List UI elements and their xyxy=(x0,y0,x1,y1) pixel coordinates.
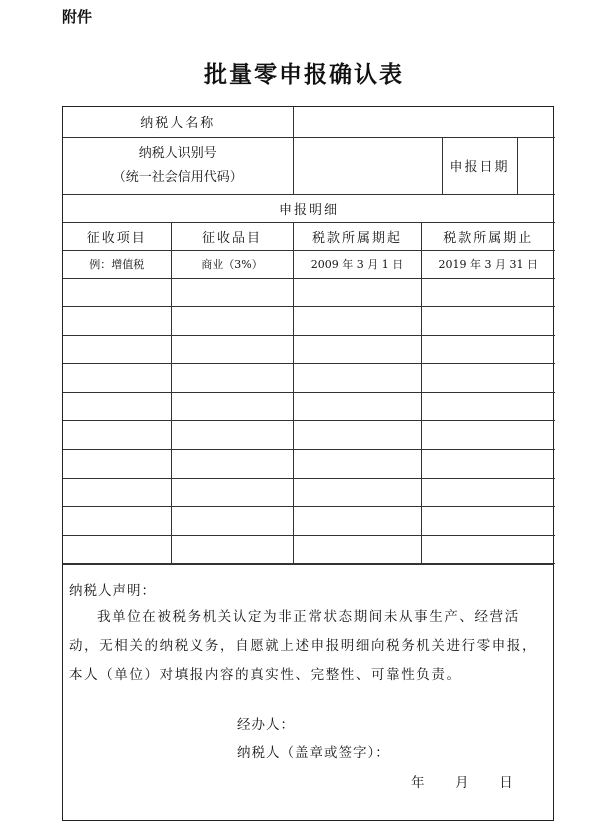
detail-row xyxy=(63,421,555,450)
taxpayer-id-field[interactable] xyxy=(294,138,443,194)
taxpayer-id-row xyxy=(63,137,555,194)
tax-item-field[interactable] xyxy=(63,364,171,393)
period-end-field[interactable] xyxy=(421,335,555,364)
period-start-field[interactable] xyxy=(293,392,421,421)
column-header: 税款所属期起 xyxy=(293,222,421,250)
example-period-end: 2019 年 3 月 31 日 xyxy=(421,250,555,278)
period-start-field[interactable] xyxy=(293,421,421,450)
detail-row xyxy=(63,392,555,421)
taxpayer-id-label xyxy=(63,137,293,194)
tax-category-field[interactable] xyxy=(171,421,293,450)
detail-row xyxy=(63,335,555,364)
period-start-field[interactable] xyxy=(293,335,421,364)
date-year-label: 年 xyxy=(411,775,425,792)
period-start-field[interactable] xyxy=(293,507,421,536)
tax-category-field[interactable] xyxy=(171,478,293,507)
period-end-field[interactable] xyxy=(421,478,555,507)
detail-section-row xyxy=(63,194,555,222)
period-end-field[interactable] xyxy=(421,450,555,479)
taxpayer-id-label-line2: （统一社会信用代码） xyxy=(112,169,243,185)
detail-row xyxy=(63,307,555,336)
period-end-field[interactable] xyxy=(421,421,555,450)
tax-item-field[interactable] xyxy=(63,421,171,450)
period-start-field[interactable] xyxy=(293,278,421,307)
detail-row xyxy=(63,507,555,536)
filing-date-field[interactable] xyxy=(518,138,556,194)
tax-item-field[interactable] xyxy=(63,278,171,307)
tax-category-field[interactable] xyxy=(171,278,293,307)
taxpayer-name-row xyxy=(63,107,555,137)
filing-date-label: 申报日期 xyxy=(443,138,518,194)
confirmation-form xyxy=(62,106,554,821)
taxpayer-name-field[interactable] xyxy=(293,107,555,137)
example-tax-item: 例：增值税 xyxy=(63,250,171,278)
taxpayer-name-label: 纳税人名称 xyxy=(63,107,293,137)
period-end-field[interactable] xyxy=(421,307,555,336)
date-day-label: 日 xyxy=(499,775,513,792)
detail-row xyxy=(63,450,555,479)
tax-item-field[interactable] xyxy=(63,335,171,364)
column-header: 征收项目 xyxy=(63,222,171,250)
handler-label: 经办人： xyxy=(237,717,295,734)
tax-category-field[interactable] xyxy=(171,507,293,536)
period-end-field[interactable] xyxy=(421,507,555,536)
detail-row xyxy=(63,535,555,564)
detail-row xyxy=(63,364,555,393)
period-end-field[interactable] xyxy=(421,278,555,307)
declaration-heading: 纳税人声明： xyxy=(69,583,156,600)
form-table xyxy=(63,107,555,564)
example-row xyxy=(63,250,555,278)
column-header: 征收品目 xyxy=(171,222,293,250)
tax-item-field[interactable] xyxy=(63,535,171,564)
detail-row xyxy=(63,278,555,307)
period-start-field[interactable] xyxy=(293,535,421,564)
tax-item-field[interactable] xyxy=(63,307,171,336)
declaration-body: 我单位在被税务机关认定为非正常状态期间未从事生产、经营活动，无相关的纳税义务，自愿就上述申报明细向税务机关进行零申报，本人（单位）对填报内容的真实性、完整性、可靠性负责。 xyxy=(69,609,538,684)
column-header: 税款所属期止 xyxy=(421,222,555,250)
tax-item-field[interactable] xyxy=(63,478,171,507)
tax-category-field[interactable] xyxy=(171,392,293,421)
tax-item-field[interactable] xyxy=(63,450,171,479)
tax-category-field[interactable] xyxy=(171,307,293,336)
period-start-field[interactable] xyxy=(293,450,421,479)
taxpayer-declaration xyxy=(63,564,553,820)
signature-date xyxy=(411,771,513,791)
period-start-field[interactable] xyxy=(293,307,421,336)
detail-section-label: 申报明细 xyxy=(63,194,555,222)
tax-category-field[interactable] xyxy=(171,335,293,364)
period-start-field[interactable] xyxy=(293,364,421,393)
example-tax-category: 商业（3%） xyxy=(171,250,293,278)
tax-item-field[interactable] xyxy=(63,392,171,421)
example-period-start: 2009 年 3 月 1 日 xyxy=(293,250,421,278)
document-title: 批量零申报确认表 xyxy=(204,61,404,88)
date-month-label: 月 xyxy=(455,775,469,792)
period-start-field[interactable] xyxy=(293,478,421,507)
period-end-field[interactable] xyxy=(421,535,555,564)
tax-item-field[interactable] xyxy=(63,507,171,536)
tax-category-field[interactable] xyxy=(171,535,293,564)
tax-category-field[interactable] xyxy=(171,364,293,393)
period-end-field[interactable] xyxy=(421,364,555,393)
taxpayer-id-label-line1: 纳税人识别号 xyxy=(138,145,217,161)
column-header-row xyxy=(63,222,555,250)
signature-label: 纳税人（盖章或签字）： xyxy=(237,745,390,762)
detail-row xyxy=(63,478,555,507)
attachment-label: 附件 xyxy=(62,8,93,26)
period-end-field[interactable] xyxy=(421,392,555,421)
tax-category-field[interactable] xyxy=(171,450,293,479)
